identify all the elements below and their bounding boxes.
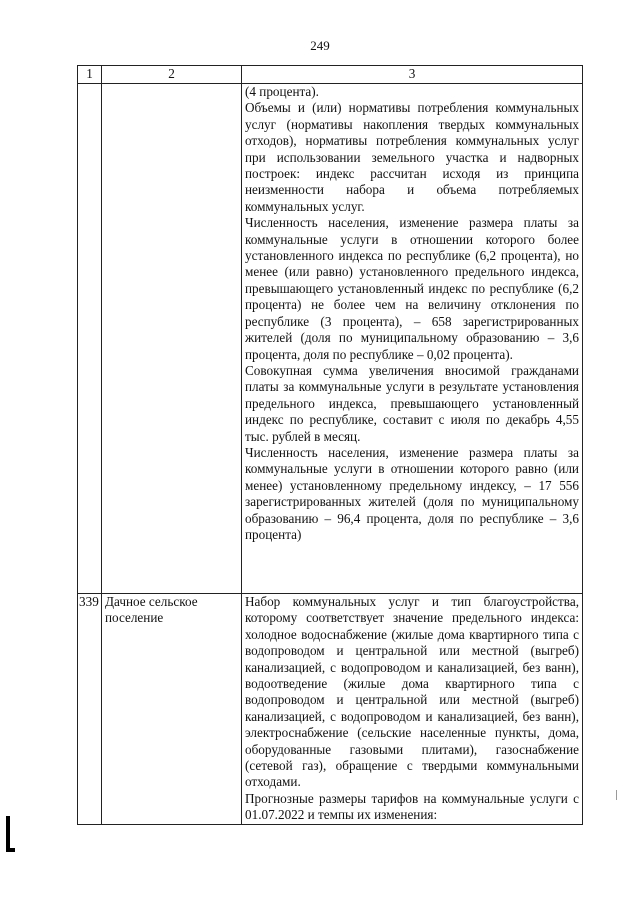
header-cell-3: 3: [242, 66, 583, 84]
settlement-name-cell: [102, 84, 242, 594]
binding-mark-foot: [6, 848, 15, 852]
page-number: 249: [310, 38, 330, 53]
table-row: [78, 594, 583, 825]
paragraph: Объемы и (или) нормативы потребления коммунальных услуг (нормативы накопления твердых коммунальных отходов), нормативы потребления коммунальных услуг при использовании земельного участка и надворных построек: индекс рассчитан исходя из принципа неизменности набора и объема потребляемых коммунальных услуг.: [245, 100, 579, 214]
margin-tick-mark: [616, 790, 617, 800]
paragraph: Численность населения, изменение размера платы за коммунальные услуги в отношении которого равно (или менее) установленному предельному индексу, – 17 556 зарегистрированных жителей (доля по муниципальному образованию – 96,4 процента, доля по республике – 3,6 процента): [245, 444, 579, 542]
paragraph: Набор коммунальных услуг и тип благоустройства, которому соответствует значение предельного индекса: холодное водоснабжение (жилые дома квартирного типа с водопроводом и центральной или местной (выгреб) канализацией, с водопроводом и канализацией, без ванн), водоотведение (жилые дома квартирного типа с водопроводом и центральной или местной (выгреб) канализацией, с водопроводом и канализацией, без ванн), электроснабжение (сельские населенные пункты, дома, оборудованные газовыми плитами), газоснабжение (сетевой газ), обращение с твердыми коммунальными отходами.: [245, 594, 579, 790]
paragraph: Совокупная сумма увеличения вносимой гражданами платы за коммунальные услуги в результате установления предельного индекса, превышающего установленный индекс по республике, составит с июля по декабрь 4,55 тыс. рублей в месяц.: [245, 362, 579, 444]
tariff-table: [77, 65, 583, 825]
description-cell: [242, 594, 583, 825]
table-header-row: [78, 66, 583, 84]
paragraph: Прогнозные размеры тарифов на коммунальные услуги с 01.07.2022 и темпы их изменения:: [245, 790, 579, 823]
table-row: [78, 84, 583, 594]
paragraph: (4 процента).: [245, 84, 319, 99]
description-cell: [242, 84, 583, 594]
binding-mark: [6, 816, 10, 852]
header-cell-2: 2: [102, 66, 242, 84]
header-cell-1: 1: [78, 66, 102, 84]
row-number-cell: 339: [78, 594, 102, 825]
paragraph: Численность населения, изменение размера платы за коммунальные услуги в отношении которого более установленного индекса по республике (6,2 процента), но менее (или равно) установленного предельного индекса, превышающего установленный индекс по республике (6,2 процента) не более чем на величину отклонения по республике (3 процента), – 658 зарегистрированных жителей (доля по муниципальному образованию – 3,6 процента, доля по республике – 0,02 процента).: [245, 215, 579, 362]
row-number-cell: [78, 84, 102, 594]
settlement-name-cell: Дачное сельское поселение: [102, 594, 242, 825]
